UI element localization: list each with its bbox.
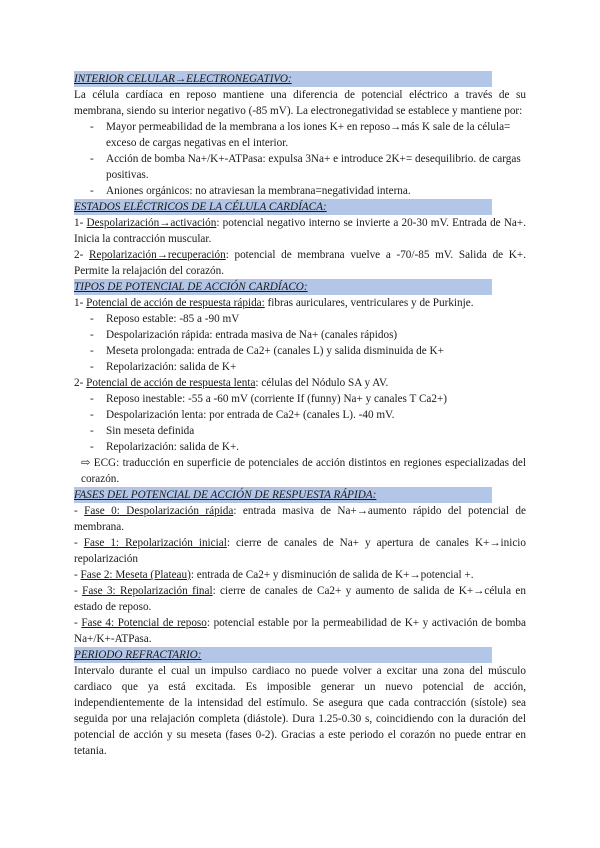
term-respuesta-rapida: Potencial de acción de respuesta rápida: bbox=[86, 297, 265, 309]
list-item: - Repolarización: salida de K+ bbox=[74, 359, 526, 375]
term-description: : potencial de membrana vuelve a -70/-85 mV. Salida de K+. Permite la relajación del corazón. bbox=[74, 249, 526, 277]
section-heading-tipos-potencial: TIPOS DE POTENCIAL DE ACCIÓN CARDÍACO: bbox=[74, 279, 492, 295]
respuesta-rapida-list bbox=[74, 311, 526, 375]
ecg-note bbox=[74, 455, 526, 487]
despolarizacion-paragraph bbox=[74, 215, 526, 247]
term-despolarizacion: Despolarización→activación bbox=[86, 217, 217, 229]
item-number: 2- bbox=[74, 377, 87, 389]
list-item: - Reposo estable: -85 a -90 mV bbox=[74, 311, 526, 327]
respuesta-rapida-paragraph bbox=[74, 295, 526, 311]
item-number: 2- bbox=[74, 249, 90, 261]
section-heading-fases: FASES DEL POTENCIAL DE ACCIÓN DE RESPUESTA RÁPIDA: bbox=[74, 487, 492, 503]
phase-label: Fase 1: Repolarización inicial bbox=[83, 537, 227, 549]
term-description: : células del Nódulo SA y AV. bbox=[255, 377, 389, 389]
list-item: - Sin meseta definida bbox=[74, 423, 526, 439]
phase-paragraph bbox=[74, 583, 526, 615]
phase-description: : entrada de Ca2+ y disminución de salida de K+→potencial +. bbox=[190, 569, 474, 581]
dash-lead: - bbox=[74, 537, 84, 549]
phase-description: : entrada masiva de Na+→aumento rápido del potencial de membrana. bbox=[74, 505, 526, 533]
refractory-paragraph: Intervalo durante el cual un impulso cardiaco no puede volver a excitar una zona del músculo cardiaco que ya está excitada. Es imposible generar un nuevo potencial de acción, independientemente de la intensidad del estímulo. Se asegura que cada contracción (sístole) sea seguida por una relajación completa (diástole). Dura 1.25-0.30 s, coincidiendo con la duración del potencial de acción y su meseta (fases 0-2). Gracias a este periodo el corazón no puede entrar en tetania. bbox=[74, 665, 526, 757]
list-item: - Acción de bomba Na+/K+-ATPasa: expulsa 3Na+ e introduce 2K+= desequilibrio. de cargas positivas. bbox=[74, 151, 526, 183]
list-item: - Despolarización rápida: entrada masiva de Na+ (canales rápidos) bbox=[74, 327, 526, 343]
list-item: - Mayor permeabilidad de la membrana a los iones K+ en reposo→más K sale de la célula= exceso de cargas negativas en el interior. bbox=[74, 119, 526, 151]
section-heading-estados-electricos: ESTADOS ELÉCTRICOS DE LA CÉLULA CARDÍACA: bbox=[74, 199, 492, 215]
list-item: - Aniones orgánicos: no atraviesan la membrana=negatividad interna. bbox=[74, 183, 526, 199]
list-item: - Despolarización lenta: por entrada de Ca2+ (canales L). -40 mV. bbox=[74, 407, 526, 423]
intro-paragraph: La célula cardíaca en reposo mantiene una diferencia de potencial eléctrico a través de su membrana, siendo su interior negativo (-85 mV). La electronegatividad se establece y mantiene por: bbox=[74, 89, 526, 117]
phase-label: Fase 2: Meseta (Plateau) bbox=[80, 569, 191, 581]
dash-lead: - bbox=[74, 505, 85, 517]
phase-paragraph bbox=[74, 535, 526, 567]
repolarizacion-paragraph bbox=[74, 247, 526, 279]
term-description: : potencial negativo interno se invierte a 20-30 mV. Entrada de Na+. Inicia la contracción muscular. bbox=[74, 217, 526, 245]
phase-label: Fase 0: Despolarización rápida bbox=[84, 505, 234, 517]
respuesta-lenta-list bbox=[74, 391, 526, 455]
list-item: - Meseta prolongada: entrada de Ca2+ (canales L) y salida disminuida de K+ bbox=[74, 343, 526, 359]
section-heading-interior-celular: INTERIOR CELULAR→ELECTRONEGATIVO: bbox=[74, 71, 492, 87]
phase-paragraph bbox=[74, 567, 526, 583]
phase-description: : cierre de canales de Na+ y apertura de canales K+→inicio repolarización bbox=[74, 537, 526, 565]
respuesta-lenta-paragraph bbox=[74, 375, 526, 391]
dash-lead: - bbox=[74, 569, 81, 581]
ecg-note-text: ECG: traducción en superficie de potenciales de acción distintos en regiones especializadas del corazón. bbox=[81, 457, 526, 485]
section-heading-periodo-refractario: PERIODO REFRACTARIO: bbox=[74, 647, 492, 663]
item-number: 1- bbox=[74, 297, 87, 309]
phase-paragraph bbox=[74, 615, 526, 647]
term-description: fibras auriculares, ventriculares y de Purkinje. bbox=[264, 297, 474, 309]
phase-label: Fase 3: Repolarización final bbox=[82, 585, 213, 597]
phase-description: : cierre de canales de Ca2+ y aumento de salida de K+→célula en estado de reposo. bbox=[74, 585, 526, 613]
dash-lead: - bbox=[74, 585, 83, 597]
phase-paragraph bbox=[74, 503, 526, 535]
dash-lead: - bbox=[74, 617, 82, 629]
list-item: - Repolarización: salida de K+. bbox=[74, 439, 526, 455]
term-repolarizacion: Repolarización→recuperación bbox=[89, 249, 226, 261]
list-item: - Reposo inestable: -55 a -60 mV (corriente If (funny) Na+ y canales T Ca2+) bbox=[74, 391, 526, 407]
phase-description: : potencial estable por la permeabilidad de K+ y activación de bomba Na+/K+-ATPasa. bbox=[74, 617, 526, 645]
phase-label: Fase 4: Potencial de reposo bbox=[81, 617, 207, 629]
arrow-right-icon: ⇨ bbox=[81, 457, 91, 469]
item-number: 1- bbox=[74, 217, 87, 229]
electronegativity-list bbox=[74, 119, 526, 199]
term-respuesta-lenta: Potencial de acción de respuesta lenta bbox=[86, 377, 256, 389]
